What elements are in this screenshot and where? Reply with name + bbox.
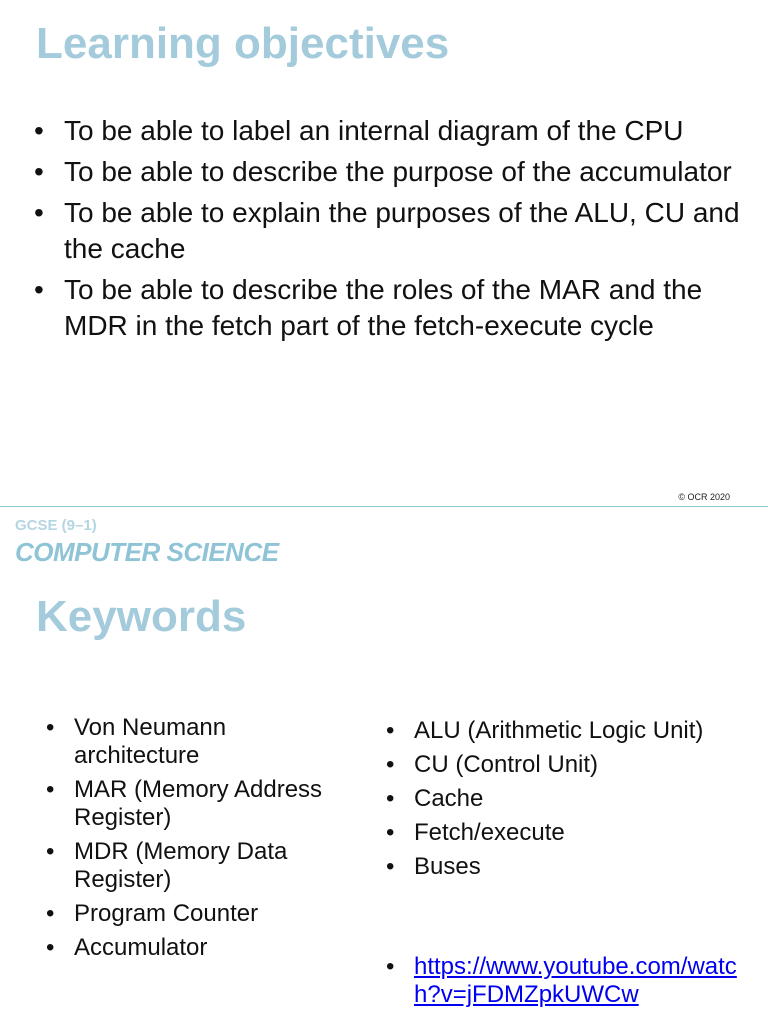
brand-logo (15, 516, 279, 568)
keyword-item: • MDR (Memory Data Register) (44, 838, 354, 894)
keywords-list-right (384, 717, 754, 887)
video-link-list (384, 953, 754, 1015)
keyword-item: • ALU (Arithmetic Logic Unit) (384, 717, 754, 745)
keyword-item: • Cache (384, 785, 754, 813)
keyword-item: • Fetch/execute (384, 819, 754, 847)
brand-qualification: GCSE (9–1) (15, 517, 97, 534)
keyword-item: • CU (Control Unit) (384, 751, 754, 779)
keyword-item: • MAR (Memory Address Register) (44, 776, 354, 832)
keyword-item: • Buses (384, 853, 754, 881)
list-item: • To be able to describe the roles of the MAR and the MDR in the fetch part of the fetch-execute cycle (36, 272, 756, 344)
keyword-item: • Von Neumann architecture (44, 714, 354, 770)
youtube-link[interactable]: https://www.youtube.com/watch?v=jFDMZpkUWCw (414, 953, 737, 1008)
keywords-list-left (44, 714, 354, 968)
copyright-notice: © OCR 2020 (678, 492, 730, 502)
keyword-item: • Accumulator (44, 934, 354, 962)
list-item: • To be able to describe the purpose of the accumulator (36, 154, 756, 190)
list-item (384, 953, 754, 1009)
slide-divider (0, 506, 768, 507)
section-title: Keywords (36, 592, 247, 641)
list-item: • To be able to explain the purposes of the ALU, CU and the cache (36, 195, 756, 267)
keyword-item: • Program Counter (44, 900, 354, 928)
brand-subject: COMPUTER SCIENCE (15, 537, 279, 567)
objectives-list (36, 113, 756, 349)
list-item: • To be able to label an internal diagram of the CPU (36, 113, 756, 149)
page-title: Learning objectives (36, 19, 450, 68)
